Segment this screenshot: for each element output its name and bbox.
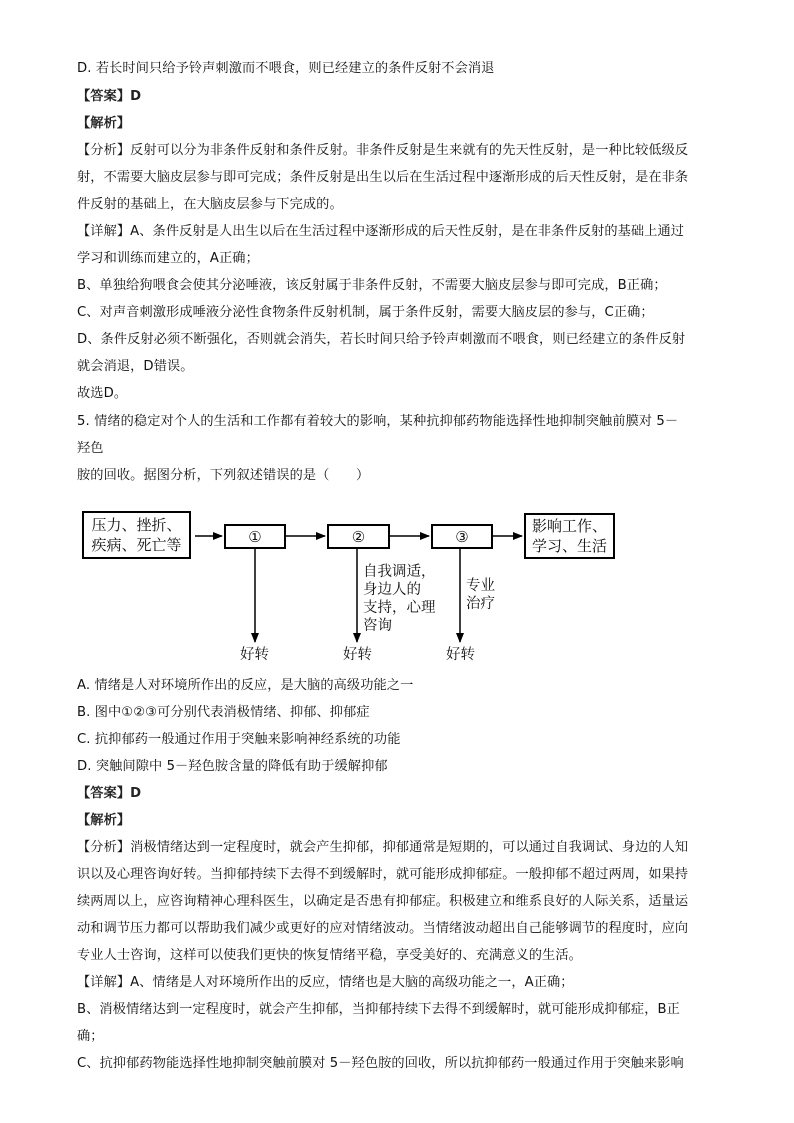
- analysis-line: 【分析】反射可以分为非条件反射和条件反射。非条件反射是生来就有的先天性反射，是一种比较低级反: [77, 143, 689, 158]
- detail-line: D、条件反射必须不断强化，否则就会消失，若长时间只给予铃声刺激而不喂食，则已经建立的条件反射: [77, 332, 686, 347]
- self-adjust-line: 支持，心理: [363, 600, 436, 616]
- self-adjust-line: 自我调适，: [363, 564, 436, 580]
- stressors-line: 压力、挫折、: [91, 516, 182, 534]
- answer-heading: 【答案】D: [77, 786, 142, 801]
- question-5-stem: 胺的回收。据图分析，下列叙述错误的是（ ）: [77, 468, 370, 483]
- detail-line: 【详解】A、条件反射是人出生以后在生活过程中逐渐形成的后天性反射，是在非条件反射的基础上通过: [77, 224, 685, 239]
- self-adjust-label: [363, 563, 436, 635]
- question-5-stem: 羟色: [77, 441, 104, 456]
- detail-line: 学习和训练而建立的，A正确；: [77, 251, 259, 266]
- impact-box: [524, 513, 615, 559]
- analysis-line: 射，不需要大脑皮层参与即可完成；条件反射是出生以后在生活过程中逐渐形成的后天性反射，是在非条: [77, 170, 689, 185]
- analysis-line: 识以及心理咨询好转。当抑郁持续下去得不到缓解时，就可能形成抑郁症。一般抑郁不超过两周，如果持: [77, 867, 689, 882]
- option-d: D. 突触间隙中 5－羟色胺含量的降低有助于缓解抑郁: [77, 759, 388, 774]
- option-d-line: D. 若长时间只给予铃声刺激而不喂食，则已经建立的条件反射不会消退: [77, 61, 495, 76]
- option-b: B. 图中①②③可分别代表消极情绪、抑郁、抑郁症: [77, 705, 370, 720]
- analysis-line: 【分析】消极情绪达到一定程度时，就会产生抑郁，抑郁通常是短期的，可以通过自我调试、身边的人知: [77, 840, 689, 855]
- professional-line: 治疗: [466, 596, 495, 612]
- answer-heading: 【答案】D: [77, 89, 142, 104]
- analysis-heading: 【解析】: [77, 813, 131, 828]
- self-adjust-line: 咨询: [363, 618, 392, 634]
- impact-line: 学习、生活: [531, 537, 607, 555]
- professional-label: [466, 577, 495, 613]
- node-3-box: [431, 524, 493, 549]
- detail-line: 确；: [77, 1029, 104, 1044]
- analysis-line: 动和调节压力都可以帮助我们减少或更好的应对情绪波动。当情绪波动超出自己能够调节的程度时，应向: [77, 921, 689, 936]
- detail-line: C、对声音刺激形成唾液分泌性食物条件反射机制，属于条件反射，需要大脑皮层的参与，C正确；: [77, 305, 654, 320]
- analysis-line: 件反射的基础上，在大脑皮层参与下完成的。: [77, 197, 343, 212]
- analysis-heading: 【解析】: [77, 116, 131, 131]
- analysis-line: 专业人士咨询，这样可以使我们更快的恢复情绪平稳，享受美好的、充满意义的生活。: [77, 948, 582, 963]
- question-5-stem: 5. 情绪的稳定对个人的生活和工作都有着较大的影响，某种抗抑郁药物能选择性地抑制突触前膜对 5－: [77, 414, 679, 429]
- impact-line: 影响工作、: [531, 517, 607, 535]
- node-3-label: ③: [455, 527, 469, 546]
- node-1-box: [224, 524, 286, 549]
- detail-line: B、消极情绪达到一定程度时，就会产生抑郁，当抑郁持续下去得不到缓解时，就可能形成抑郁症，B正: [77, 1002, 680, 1017]
- professional-line: 专业: [466, 578, 495, 594]
- option-c: C. 抗抑郁药一般通过作用于突触来影响神经系统的功能: [77, 732, 401, 747]
- analysis-line: 续两周以上，应咨询精神心理科医生，以确定是否患有抑郁症。积极建立和维系良好的人际关系，适量运: [77, 894, 689, 909]
- detail-line: 就会消退，D错误。: [77, 359, 194, 374]
- self-adjust-line: 身边人的: [363, 582, 421, 598]
- stressors-line: 疾病、死亡等: [91, 536, 182, 554]
- node-2-label: ②: [351, 527, 366, 546]
- node-2-box: [327, 524, 390, 549]
- node-1-label: ①: [248, 527, 262, 546]
- detail-line: 【详解】A、情绪是人对环境所作出的反应，情绪也是大脑的高级功能之一，A正确；: [77, 975, 574, 990]
- outcome-2: 好转: [343, 647, 372, 663]
- detail-line: C、抗抑郁药物能选择性地抑制突触前膜对 5－羟色胺的回收，所以抗抑郁药一般通过作用于突触来影响: [77, 1056, 684, 1071]
- option-a: A. 情绪是人对环境所作出的反应，是大脑的高级功能之一: [77, 678, 414, 693]
- detail-line: B、单独给狗喂食会使其分泌唾液，该反射属于非条件反射，不需要大脑皮层参与即可完成，B正确；: [77, 278, 667, 293]
- outcome-3: 好转: [446, 647, 475, 663]
- outcome-1: 好转: [240, 647, 269, 663]
- stressors-box: [82, 511, 191, 559]
- conclusion-line: 故选D。: [77, 386, 128, 401]
